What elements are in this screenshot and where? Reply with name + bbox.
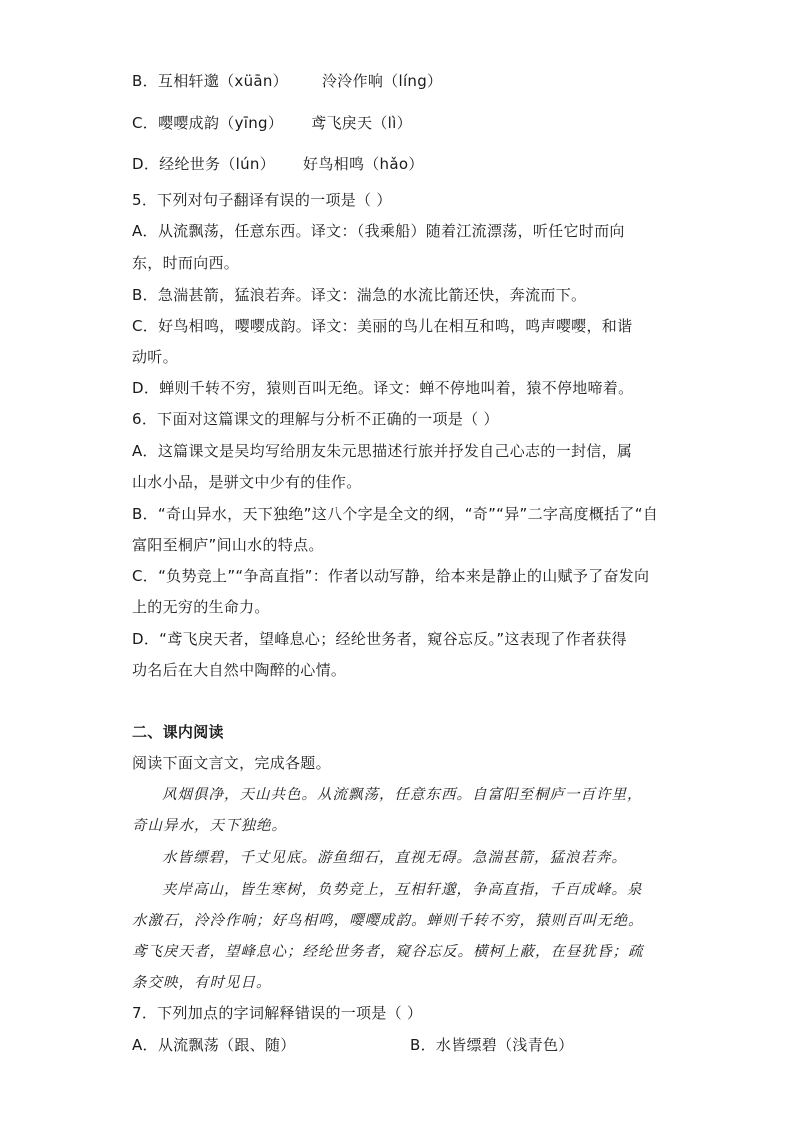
passage-p3-line1: 夹岸高山，皆生寒树，负势竞上，互相轩邈，争高直指，千百成峰。泉 [162, 882, 643, 898]
q4-option-row-b [132, 71, 442, 91]
passage-p3-line2: 水激石，泠泠作响；好鸟相鸣，嘤嘤成韵。蝉则千转不穷，猿则百叫无绝。 [132, 913, 644, 929]
q6-option-c-line2: 上的无穷的生命力。 [132, 598, 270, 616]
q6-option-a-line1: A．这篇课文是吴均写给朋友朱元思描述行旅并抒发自己心志的一封信，属 [132, 442, 633, 460]
q7-option-row [132, 1035, 296, 1055]
q6-stem: 6．下面对这篇课文的理解与分析不正确的一项是（ ） [132, 410, 499, 428]
passage-p1-line1: 风烟俱净，天山共色。从流飘荡，任意东西。自富阳至桐庐一百许里， [162, 787, 643, 803]
q6-option-d-line1: D．“鸢飞戾天者，望峰息心；经纶世务者，窥谷忘反。”这表现了作者获得 [132, 630, 627, 648]
passage-p3-line4: 条交映，有时见日。 [132, 975, 272, 991]
q4-option-b-first: B．互相轩邈（xüān） [132, 72, 288, 90]
passage-p2: 水皆缥碧，千丈见底。游鱼细石，直视无碍。急湍甚箭，猛浪若奔。 [162, 850, 627, 866]
q4-option-b-second: 泠泠作响（líng） [321, 72, 443, 90]
q5-option-d: D．蝉则千转不穷，猿则百叫无绝。译文：蝉不停地叫着，猿不停地啼着。 [132, 379, 634, 397]
q5-stem: 5．下列对句子翻译有误的一项是（ ） [132, 191, 392, 209]
q7-stem: 7．下列加点的字词解释错误的一项是（ ） [132, 1004, 423, 1022]
q4-option-row-d [132, 154, 424, 174]
q6-option-b-line2: 富阳至桐庐”间山水的特点。 [132, 536, 324, 554]
q4-option-c-first: C．嘤嘤成韵（yīng） [132, 114, 284, 132]
reading-instruction: 阅读下面文言文，完成各题。 [132, 754, 331, 772]
q6-option-b-line1: B．“奇山异水，天下独绝”这八个字是全文的纲，“奇”“异”二字高度概括了“自 [132, 505, 659, 523]
section-heading: 二、课内阅读 [132, 723, 224, 741]
q5-option-c-line1: C．好鸟相鸣，嘤嘤成韵。译文：美丽的鸟儿在相互和鸣，鸣声嘤嘤，和谐 [132, 317, 633, 335]
q5-option-a-line2: 东，时而向西。 [132, 254, 240, 272]
q5-option-c-line2: 动听。 [132, 348, 178, 366]
passage-p1-line2: 奇山异水，天下独绝。 [132, 818, 287, 834]
q4-option-c-second: 鸢飞戾天（lì） [311, 114, 412, 132]
q4-option-d-first: D．经纶世务（lún） [132, 155, 276, 173]
q4-option-d-second: 好鸟相鸣（hǎo） [303, 155, 424, 173]
passage-p3-line3: 鸢飞戾天者，望峰息心；经纶世务者，窥谷忘反。横柯上蔽，在昼犹昏；疏 [132, 944, 644, 960]
q5-option-b: B．急湍甚箭，猛浪若奔。译文：湍急的水流比箭还快，奔流而下。 [132, 286, 587, 304]
q7-option-b: B．水皆缥碧（浅青色） [410, 1036, 574, 1054]
q6-option-c-line1: C．“负势竞上”“争高直指”：作者以动写静，给本来是静止的山赋予了奋发向 [132, 567, 650, 585]
q4-option-row-c [132, 113, 412, 133]
q5-option-a-line1: A．从流飘荡，任意东西。译文：（我乘船）随着江流漂荡，听任它时而向 [132, 222, 625, 240]
q6-option-a-line2: 山水小品，是骈文中少有的佳作。 [132, 473, 362, 491]
q6-option-d-line2: 功名后在大自然中陶醉的心情。 [132, 661, 347, 679]
q7-option-a: A．从流飘荡（跟、随） [132, 1036, 296, 1054]
